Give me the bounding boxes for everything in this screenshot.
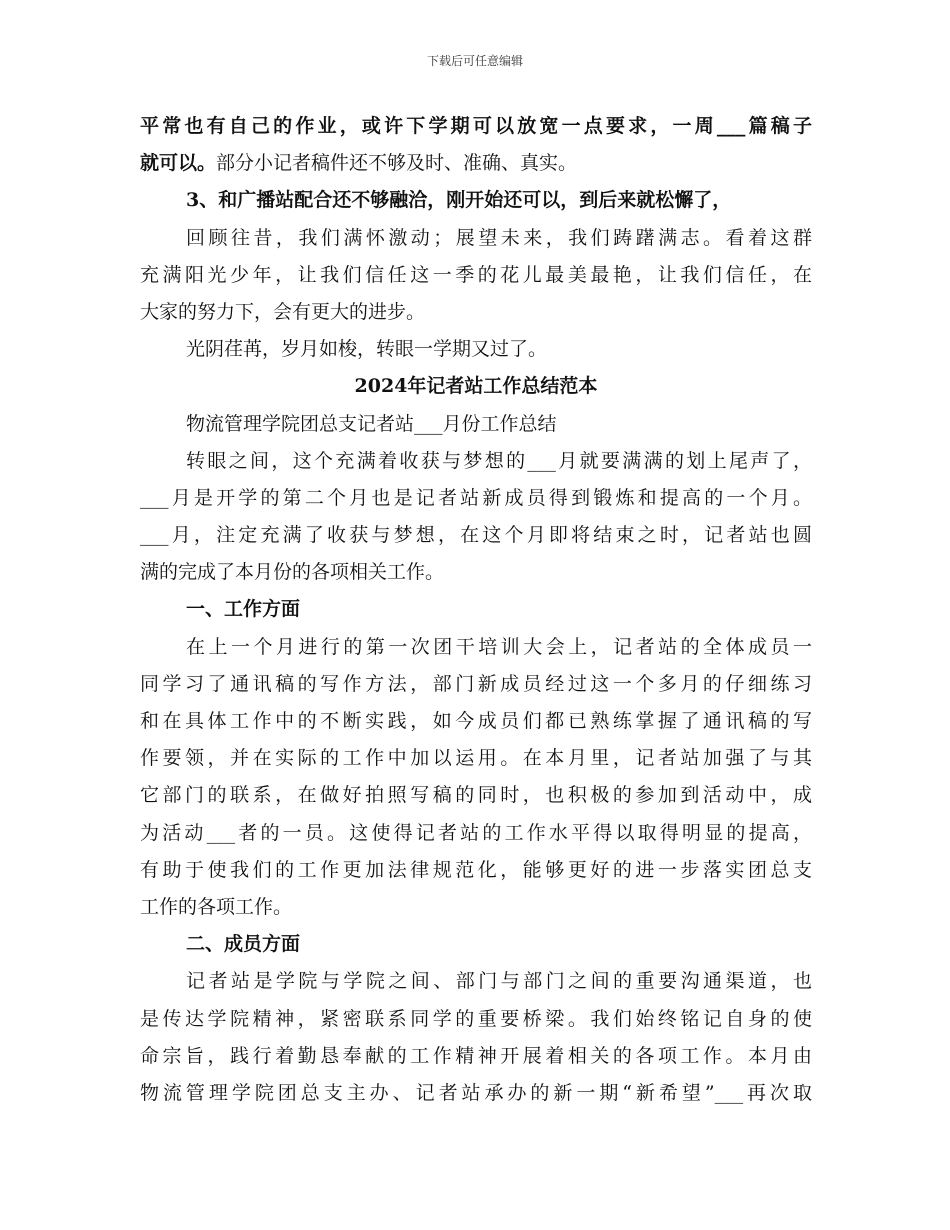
body-line: 和在具体工作中的不断实践，如今成员们都已熟练掌握了通讯稿的写 [140,710,812,732]
bold-phrase: 就可以。 [140,152,217,175]
body-line: 它部门的联系，在做好拍照写稿的同时，也积极的参加到活动中，成 [140,784,812,807]
body-line: ___月，注定充满了收获与梦想，在这个月即将结束之时，记者站也圆 [140,524,812,547]
body-line: 转眼之间，这个充满着收获与梦想的___月就要满满的划上尾声了， [186,449,812,472]
body-line: 回顾往昔，我们满怀激动；展望未来，我们踌躇满志。看着这群 [186,226,812,249]
body-line: 物流管理学院团总支主办、记者站承办的新一期“新希望”___再次取 [140,1081,812,1104]
document-body [140,108,812,1112]
body-line: 为活动___者的一员。这使得记者站的工作水平得以取得明显的提高， [140,821,812,844]
body-line: 充满阳光少年，让我们信任这一季的花儿最美最艳，让我们信任，在 [140,263,812,286]
body-line: 作要领，并在实际的工作中加以运用。在本月里，记者站加强了与其 [140,747,812,770]
body-line: 有助于使我们的工作更加法律规范化，能够更好的进一步落实团总支 [140,858,812,881]
body-line: 命宗旨，践行着勤恳奉献的工作精神开展着相关的各项工作。本月由 [140,1044,812,1067]
section-heading-work: 一、工作方面 [186,598,301,621]
body-line: 是传达学院精神，紧密联系同学的重要桥梁。我们始终铭记自身的使 [140,1007,812,1030]
list-item-3: 3、和广播站配合还不够融洽，刚开始还可以，到后来就松懈了， [186,189,732,212]
page-header-note: 下载后可任意编辑 [426,54,523,68]
body-line: 满的完成了本月份的各项相关工作。 [140,561,445,584]
body-line: 同学习了通讯稿的写作方法，部门新成员经过这一个多月的仔细练习 [140,672,812,695]
body-text: 部分小记者稿件还不够及时、准确、真实。 [216,152,578,175]
section-heading-members: 二、成员方面 [186,933,301,956]
body-line: 记者站是学院与学院之间、部门与部门之间的重要沟通渠道，也 [186,970,812,993]
body-line: 平常也有自己的作业，或许下学期可以放宽一点要求，一周___篇稿子 [140,115,812,137]
body-line: 大家的努力下，会有更大的进步。 [140,300,426,323]
body-line: ___月是开学的第二个月也是记者站新成员得到锻炼和提高的一个月。 [140,486,812,509]
body-line: 工作的各项工作。 [140,895,293,918]
body-line: 光阴荏苒，岁月如梭，转眼一学期又过了。 [186,338,548,361]
subtitle: 物流管理学院团总支记者站___月份工作总结 [186,412,557,435]
body-line: 在上一个月进行的第一次团干培训大会上，记者站的全体成员一 [186,635,812,658]
document-title: 2024年记者站工作总结范本 [354,375,598,398]
body-line [140,145,812,182]
